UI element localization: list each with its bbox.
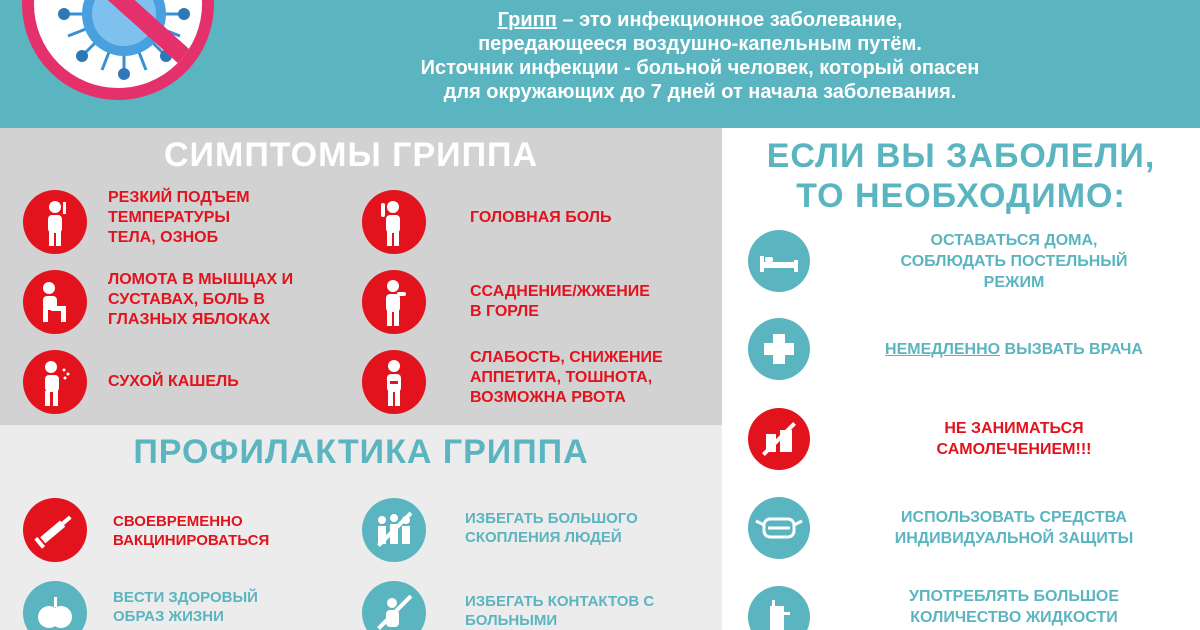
prevention-healthy-lifestyle-line-2: ОБРАЗ ЖИЗНИ [113, 608, 224, 625]
headache-person-icon [362, 190, 426, 254]
prevention-healthy-lifestyle-line-1: ВЕСТИ ЗДОРОВЫЙ [113, 589, 258, 606]
symptom-weakness-line-1: СЛАБОСТЬ, СНИЖЕНИЕ [470, 349, 663, 366]
action-no-self-medication [748, 408, 1188, 472]
action-no-self-medication-line-2: САМОЛЕЧЕНИЕМ!!! [936, 441, 1092, 458]
symptom-fever [23, 190, 343, 260]
prevention-vaccinate [23, 498, 343, 568]
prevention-avoid-sick-line-2: БОЛЬНЫМИ [465, 612, 558, 629]
action-drink-fluids [748, 586, 1188, 630]
action-drink-fluids-line-1: УПОТРЕБЛЯТЬ БОЛЬШОЕ [908, 588, 1120, 605]
drink-icon [748, 586, 810, 630]
symptom-joint-pain-line-3: ГЛАЗНЫХ ЯБЛОКАХ [108, 311, 271, 328]
prevention-avoid-crowds-line-1: ИЗБЕГАТЬ БОЛЬШОГО [465, 510, 638, 527]
syringe-icon [23, 498, 87, 562]
symptom-sore-throat-text [470, 282, 710, 322]
prevention-healthy-lifestyle [23, 581, 343, 630]
action-stay-home-line-1: ОСТАВАТЬСЯ ДОМА, [930, 232, 1098, 249]
symptom-joint-pain-text [108, 270, 348, 330]
if-sick-panel [722, 128, 1200, 630]
intro-line-1: – это инфекционное заболевание, [556, 9, 903, 31]
face-mask-icon [748, 497, 810, 559]
medical-cross-icon [748, 318, 810, 380]
symptom-headache [362, 190, 702, 260]
symptom-joint-pain [23, 270, 343, 340]
action-use-protection-text [838, 507, 1190, 549]
intro-line-4: для окружающих до 7 дней от начала заболевания. [443, 81, 957, 103]
symptom-sore-throat-line-2: В ГОРЛЕ [470, 303, 539, 320]
prevention-avoid-crowds [362, 498, 702, 568]
prevention-healthy-lifestyle-text [113, 588, 333, 626]
prevention-avoid-sick [362, 581, 702, 630]
prevention-vaccinate-line-2: ВАКЦИНИРОВАТЬСЯ [113, 532, 270, 549]
weakness-person-icon [362, 350, 426, 414]
prevention-vaccinate-text [113, 512, 333, 550]
symptom-cough [23, 350, 343, 420]
crowd-crossed-icon [362, 498, 426, 562]
apple-icon [23, 581, 87, 630]
symptom-headache-text: ГОЛОВНАЯ БОЛЬ [470, 209, 612, 226]
action-call-doctor-rest: ВЫЗВАТЬ ВРАЧА [1000, 341, 1143, 358]
action-stay-home [748, 230, 1188, 294]
intro-line-2: передающееся воздушно-капельным путём. [478, 33, 922, 55]
prevention-avoid-crowds-line-2: СКОПЛЕНИЯ ЛЮДЕЙ [465, 529, 622, 546]
bed-icon [748, 230, 810, 292]
intro-line-3: Источник инфекции - больной человек, который опасен [420, 57, 980, 79]
symptom-fever-line-1: РЕЗКИЙ ПОДЪЕМ [108, 189, 250, 206]
action-no-self-medication-text [838, 418, 1190, 460]
if-sick-title-line-1: ЕСЛИ ВЫ ЗАБОЛЕЛИ, [766, 137, 1156, 175]
symptom-cough-text: СУХОЙ КАШЕЛЬ [108, 373, 239, 390]
symptom-joint-pain-line-1: ЛОМОТА В МЫШЦАХ И [108, 271, 294, 288]
symptoms-panel [0, 128, 722, 425]
header-banner [0, 0, 1200, 128]
intro-term: Грипп [497, 9, 557, 31]
symptom-joint-pain-line-2: СУСТАВАХ, БОЛЬ В [108, 291, 265, 308]
symptom-weakness-text [470, 348, 710, 408]
prevention-avoid-sick-line-1: ИЗБЕГАТЬ КОНТАКТОВ С [465, 593, 655, 610]
action-call-doctor-emphasis: НЕМЕДЛЕННО [885, 341, 1001, 358]
action-drink-fluids-text [838, 586, 1190, 628]
prevention-vaccinate-line-1: СВОЕВРЕМЕННО [113, 513, 243, 530]
action-call-doctor-text [838, 339, 1190, 360]
prevention-panel [0, 425, 722, 630]
prevention-avoid-crowds-text [465, 509, 685, 547]
action-stay-home-line-3: РЕЖИМ [983, 274, 1045, 291]
no-self-medication-icon [748, 408, 810, 470]
action-call-doctor [748, 318, 1188, 382]
prevention-title: ПРОФИЛАКТИКА ГРИППА [133, 433, 589, 471]
symptom-sore-throat [362, 270, 702, 340]
prevention-avoid-sick-text [465, 592, 685, 630]
intro-text [270, 8, 1130, 104]
if-sick-title [722, 136, 1200, 216]
cough-person-icon [23, 350, 87, 414]
symptom-sore-throat-line-1: ССАДНЕНИЕ/ЖЖЕНИЕ [470, 283, 650, 300]
sore-throat-person-icon [362, 270, 426, 334]
action-use-protection [748, 497, 1188, 561]
action-drink-fluids-line-2: КОЛИЧЕСТВО ЖИДКОСТИ [910, 609, 1118, 626]
action-no-self-medication-line-1: НЕ ЗАНИМАТЬСЯ [944, 420, 1084, 437]
action-use-protection-line-2: ИНДИВИДУАЛЬНОЙ ЗАЩИТЫ [894, 530, 1134, 547]
action-stay-home-text [838, 230, 1190, 293]
fever-person-icon [23, 190, 87, 254]
symptom-fever-text [108, 188, 348, 248]
action-use-protection-line-1: ИСПОЛЬЗОВАТЬ СРЕДСТВА [901, 509, 1127, 526]
action-stay-home-line-2: СОБЛЮДАТЬ ПОСТЕЛЬНЫЙ [900, 253, 1128, 270]
joint-pain-person-icon [23, 270, 87, 334]
virus-prohibited-icon [22, 0, 214, 100]
symptom-fever-line-2: ТЕМПЕРАТУРЫ [108, 209, 231, 226]
symptom-weakness-line-3: ВОЗМОЖНА РВОТА [470, 389, 626, 406]
symptom-fever-line-3: ТЕЛА, ОЗНОБ [108, 229, 219, 246]
symptoms-title: СИМПТОМЫ ГРИППА [164, 136, 538, 174]
symptom-weakness [362, 350, 702, 420]
sick-person-crossed-icon [362, 581, 426, 630]
symptom-weakness-line-2: АППЕТИТА, ТОШНОТА, [470, 369, 653, 386]
if-sick-title-line-2: ТО НЕОБХОДИМО: [796, 177, 1126, 215]
